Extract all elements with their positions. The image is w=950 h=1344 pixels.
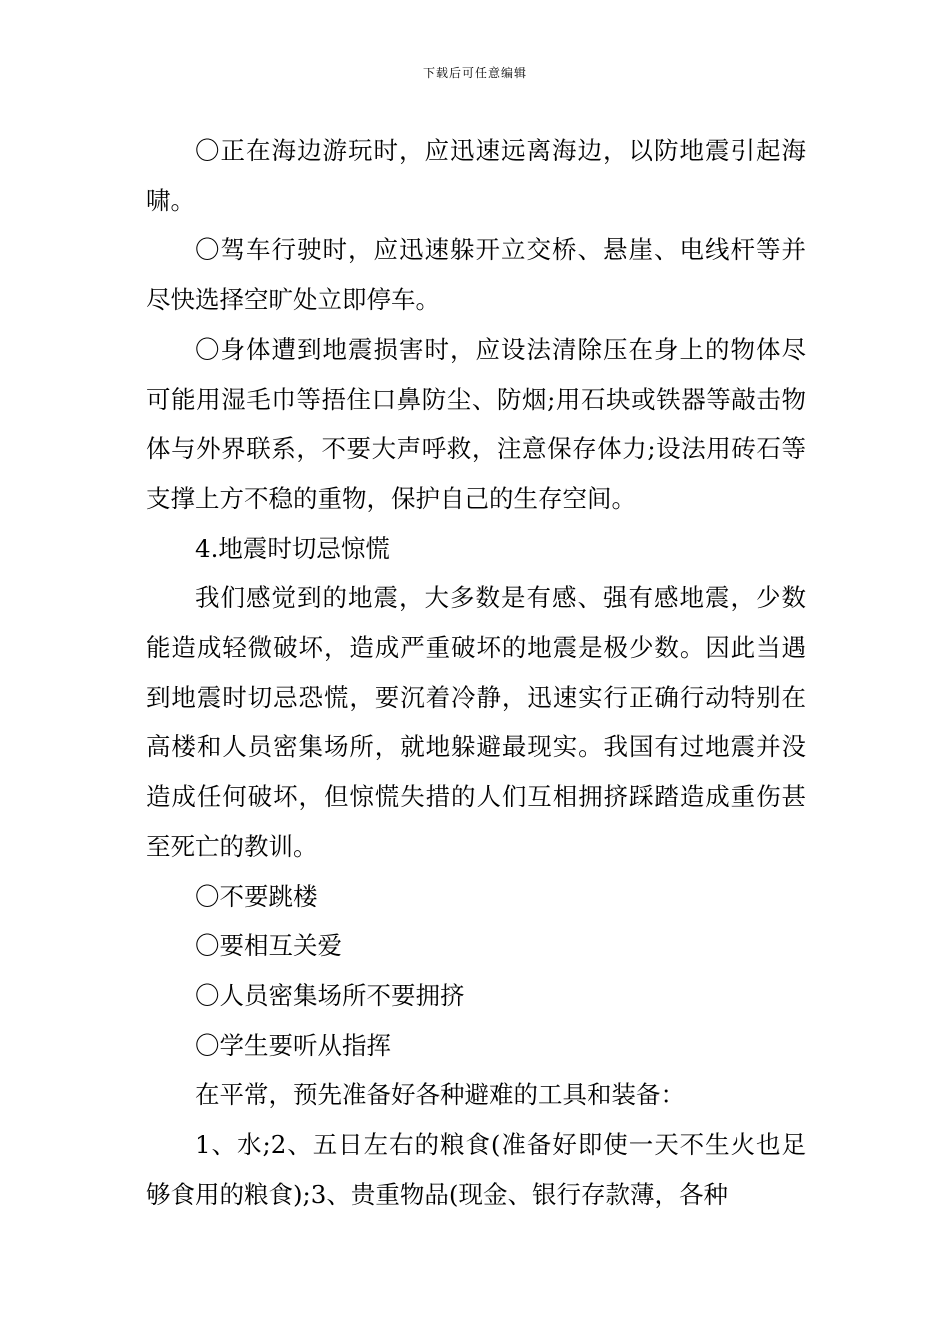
paragraph-preparation: 在平常，预先准备好各种避难的工具和装备： [195,1080,685,1110]
paragraph-supplies: 1、水;2、五日左右的粮食(准备好即使一天不生火也足够食用的粮食);3、贵重物品(现金、银行存款薄，各种 [146,1130,806,1209]
paragraph-no-panic: 我们感觉到的地震，大多数是有感、强有感地震，少数能造成轻微破坏，造成严重破坏的地震是极少数。因此当遇到地震时切忌恐慌，要沉着冷静，迅速实行正确行动特别在高楼和人员密集场所，就地躲避最现实。我国有过地震并没造成任何破坏，但惊慌失措的人们互相拥挤踩踏造成重伤甚至死亡的教训。 [146,583,806,861]
page-header: 下载后可任意编辑 [422,66,527,80]
list-item-no-jumping: 〇不要跳楼 [195,881,318,911]
section-heading: 4.地震时切忌惊慌 [195,533,390,563]
list-item-obey: 〇学生要听从指挥 [195,1030,391,1060]
document-body [146,126,806,1219]
paragraph-driving: 〇驾车行驶时，应迅速躲开立交桥、悬崖、电线杆等并尽快选择空旷处立即停车。 [146,235,806,315]
list-item-no-crowding: 〇人员密集场所不要拥挤 [195,980,465,1010]
paragraph-seaside: 〇正在海边游玩时，应迅速远离海边，以防地震引起海啸。 [146,136,806,215]
paragraph-injury: 〇身体遭到地震损害时，应设法清除压在身上的物体尽可能用湿毛巾等捂住口鼻防尘、防烟;用石块或铁器等敲击物体与外界联系，不要大声呼救，注意保存体力;设法用砖石等支撑上方不稳的重物，保护自己的生存空间。 [146,334,806,513]
list-item-care: 〇要相互关爱 [195,931,342,961]
